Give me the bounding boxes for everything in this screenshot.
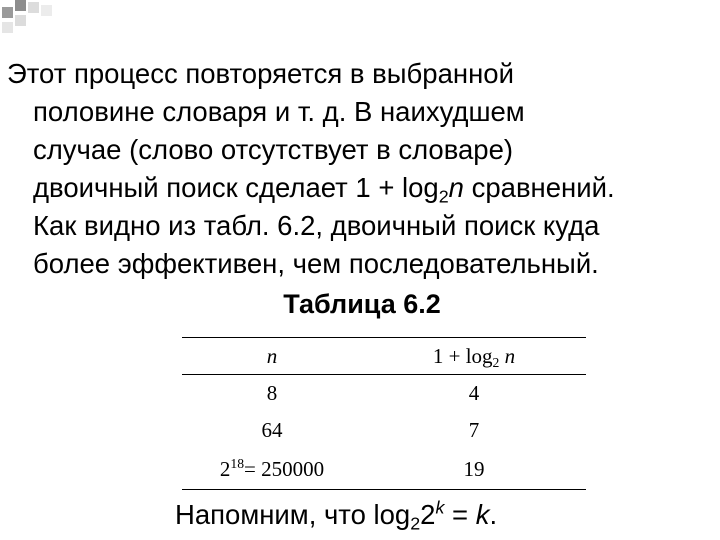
square-4 bbox=[15, 15, 26, 26]
paragraph-line-4 bbox=[8, 169, 716, 207]
reminder-base: 2 bbox=[420, 499, 436, 530]
variable-n: n bbox=[448, 172, 464, 203]
cell-comparisons: 4 bbox=[468, 381, 480, 405]
reminder-prefix: Напомним, что log bbox=[175, 499, 411, 530]
log-base-sub: 2 bbox=[438, 186, 449, 207]
square-3 bbox=[28, 2, 39, 13]
square-1 bbox=[2, 7, 13, 18]
line4-text: двоичный поиск сделает 1 + log bbox=[33, 172, 439, 203]
square-2 bbox=[15, 0, 26, 11]
table-row bbox=[182, 449, 586, 490]
reminder-formula bbox=[175, 497, 498, 534]
header-n bbox=[182, 338, 362, 375]
reminder-exp-var: k bbox=[435, 497, 445, 518]
cell-power-base: 2 bbox=[219, 456, 231, 481]
cell-comparisons: 19 bbox=[362, 449, 586, 490]
table-title-text: Таблица 6.2 bbox=[283, 289, 441, 319]
table-row bbox=[182, 375, 586, 413]
paragraph-line-2: половине словаря и т. д. В наихудшем bbox=[33, 96, 525, 127]
comparison-table bbox=[182, 337, 586, 490]
decorative-squares bbox=[0, 0, 60, 45]
cell-power-exp: 18 bbox=[230, 455, 245, 471]
cell-comparisons: 7 bbox=[468, 418, 480, 442]
header-log bbox=[362, 338, 586, 375]
reminder-end: . bbox=[489, 499, 498, 530]
header-n-var: n bbox=[266, 343, 278, 368]
cell-n bbox=[182, 449, 362, 490]
line4-end: сравнений. bbox=[463, 172, 615, 203]
header-log-sub: 2 bbox=[492, 354, 500, 370]
table-header-row bbox=[182, 338, 586, 375]
cell-n: 8 bbox=[266, 381, 278, 405]
header-log-text: 1 + log bbox=[432, 343, 493, 368]
table-title bbox=[0, 289, 720, 320]
table-row bbox=[182, 412, 586, 449]
cell-n: 64 bbox=[261, 418, 283, 442]
square-5 bbox=[41, 5, 52, 16]
cell-power-rest: = 250000 bbox=[244, 456, 325, 481]
header-log-var: n bbox=[504, 343, 516, 368]
paragraph-line-6: более эффективен, чем последовательный. bbox=[33, 248, 599, 279]
reminder-eq: = bbox=[444, 499, 476, 530]
reminder-log-sub: 2 bbox=[410, 513, 421, 534]
paragraph-line-3: случае (слово отсутствует в словаре) bbox=[33, 134, 514, 165]
paragraph-line-5: Как видно из табл. 6.2, двоичный поиск куда bbox=[33, 210, 600, 241]
body-paragraph bbox=[8, 55, 716, 283]
reminder-result: k bbox=[475, 499, 490, 530]
paragraph-line-1: Этот процесс повторяется в выбранной bbox=[7, 58, 514, 89]
square-6 bbox=[2, 22, 13, 33]
